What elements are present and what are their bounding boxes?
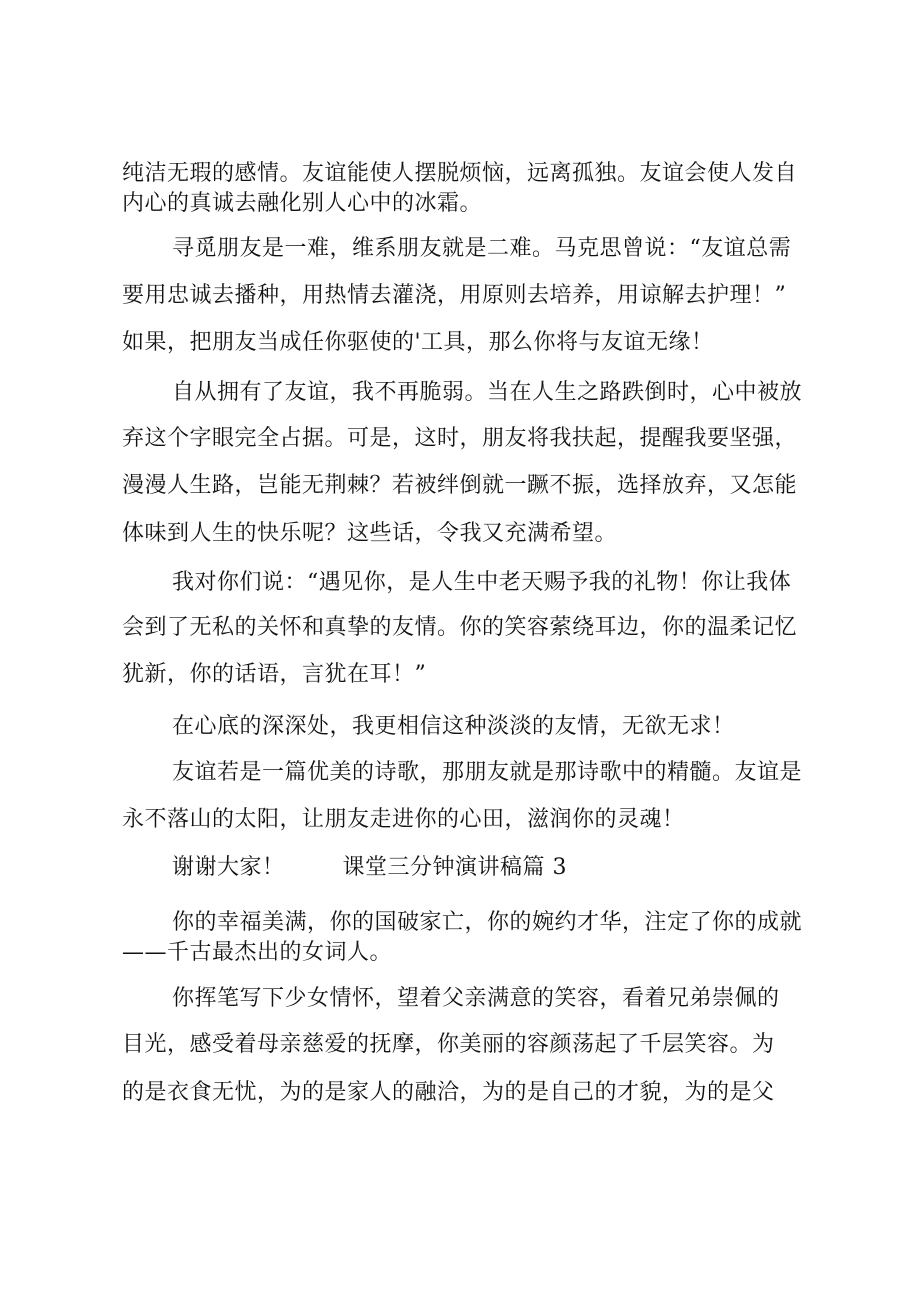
text-line: 自从拥有了友谊，我不再脆弱。当在人生之路跌倒时，心中被放: [172, 380, 803, 405]
closing-text: 谢谢大家！: [172, 855, 285, 880]
text-line: 寻觅朋友是一难，维系朋友就是二难。马克思曾说：“友谊总需: [172, 236, 792, 261]
text-line: 犹新，你的话语，言犹在耳！”: [122, 662, 427, 687]
text-line: 我对你们说：“遇见你，是人生中老天赐予我的礼物！你让我体: [172, 570, 792, 595]
text-line: 如果，把朋友当成任你驱使的'工具，那么你将与友谊无缘！: [122, 330, 714, 355]
text-line: 漫漫人生路，岂能无荆棘？若被绊倒就一蹶不振，选择放弃，又怎能: [122, 473, 798, 498]
text-line: 目光，感受着母亲慈爱的抚摩，你美丽的容颜荡起了千层笑容。为: [122, 1032, 775, 1057]
text-line: 友谊若是一篇优美的诗歌，那朋友就是那诗歌中的精髓。友谊是: [172, 760, 803, 785]
text-line: 永不落山的太阳，让朋友走进你的心田，滋润你的灵魂！: [122, 807, 685, 832]
text-line: 在心底的深深处，我更相信这种淡淡的友情，无欲无求！: [172, 714, 735, 739]
text-line: 的是衣食无忧，为的是家人的融洽，为的是自己的才貌，为的是父: [122, 1080, 775, 1105]
text-line: ——千古最杰出的女词人。: [122, 940, 393, 965]
text-line: 你的幸福美满，你的国破家亡，你的婉约才华，注定了你的成就: [172, 910, 803, 935]
closing-line: [172, 853, 567, 883]
text-line: 弃这个字眼完全占据。可是，这时，朋友将我扶起，提醒我要坚强，: [122, 426, 798, 451]
text-line: 要用忠诚去播种，用热情去灌浇，用原则去培养，用谅解去护理！”: [122, 283, 787, 308]
text-line: 内心的真诚去融化别人心中的冰霜。: [122, 191, 483, 216]
text-line: 你挥笔写下少女情怀，望着父亲满意的笑容，看着兄弟崇佩的: [172, 986, 780, 1011]
text-line: 体味到人生的快乐呢？这些话，令我又充满希望。: [122, 521, 618, 546]
section-title: 课堂三分钟演讲稿篇 3: [342, 855, 568, 880]
text-line: 会到了无私的关怀和真挚的友情。你的笑容萦绕耳边，你的温柔记忆: [122, 615, 798, 640]
text-line: 纯洁无瑕的感情。友谊能使人摆脱烦恼，远离孤独。友谊会使人发自: [122, 161, 798, 186]
